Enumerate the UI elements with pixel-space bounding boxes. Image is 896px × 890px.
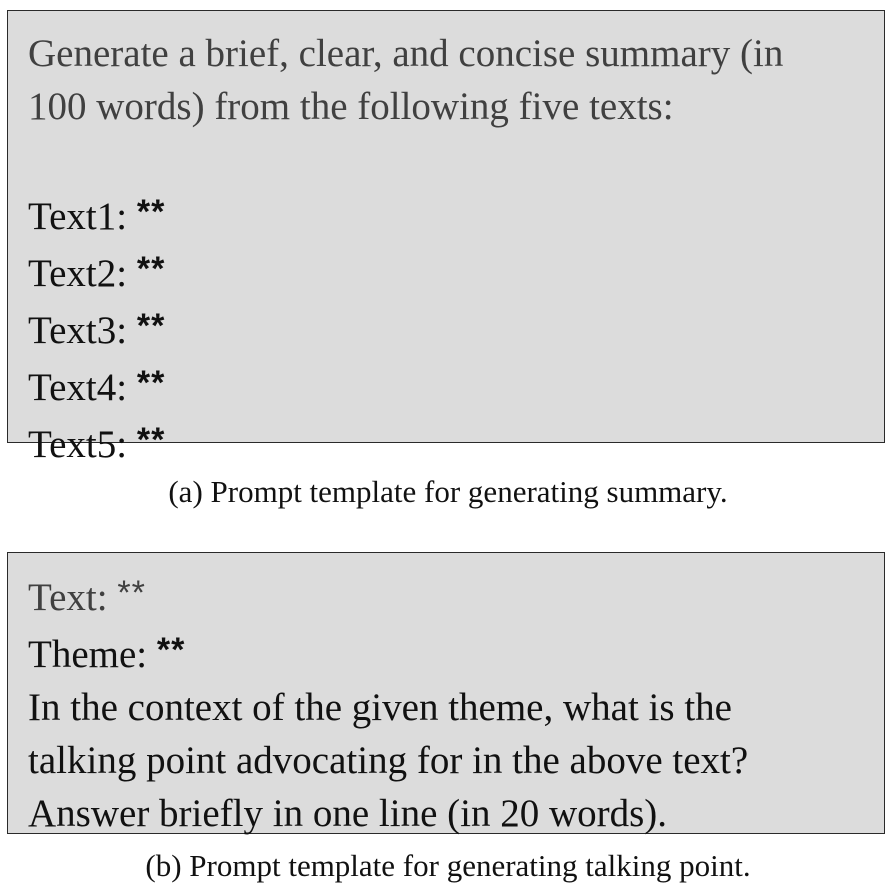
text-placeholder: ** (117, 574, 146, 612)
text5-placeholder: ** (136, 421, 166, 459)
text1-label: Text1: (28, 195, 128, 238)
text4-line (28, 357, 866, 414)
text-line (28, 567, 866, 624)
question-line-1: In the context of the given theme, what is the (28, 686, 732, 729)
text-label: Text: (28, 576, 108, 619)
summary-prompt-box (7, 10, 885, 466)
text3-line (28, 300, 866, 357)
theme-line (28, 624, 866, 681)
question-line-3: Answer briefly in one line (in 20 words). (28, 792, 668, 835)
theme-placeholder: ** (156, 631, 186, 669)
summary-instruction-line-2: 100 words) from the following five texts: (28, 85, 674, 128)
text3-label: Text3: (28, 309, 128, 352)
text1-placeholder: ** (136, 193, 166, 231)
text5-line (28, 414, 866, 471)
summary-figure-caption: (a) Prompt template for generating summary. (168, 474, 728, 509)
text4-label: Text4: (28, 366, 128, 409)
blank-line (28, 133, 866, 186)
theme-label: Theme: (28, 633, 148, 676)
text4-placeholder: ** (136, 364, 166, 402)
text5-label: Text5: (28, 423, 128, 466)
talking-point-figure-caption: (b) Prompt template for generating talking point. (145, 848, 751, 883)
summary-instruction-line-1: Generate a brief, clear, and concise summary (in (28, 32, 784, 75)
text3-placeholder: ** (136, 307, 166, 345)
text2-label: Text2: (28, 252, 128, 295)
text1-line (28, 186, 866, 243)
talking-point-prompt-box (7, 552, 885, 834)
text2-line (28, 243, 866, 300)
text2-placeholder: ** (136, 250, 166, 288)
question-line-2: talking point advocating for in the above text? (28, 739, 749, 782)
